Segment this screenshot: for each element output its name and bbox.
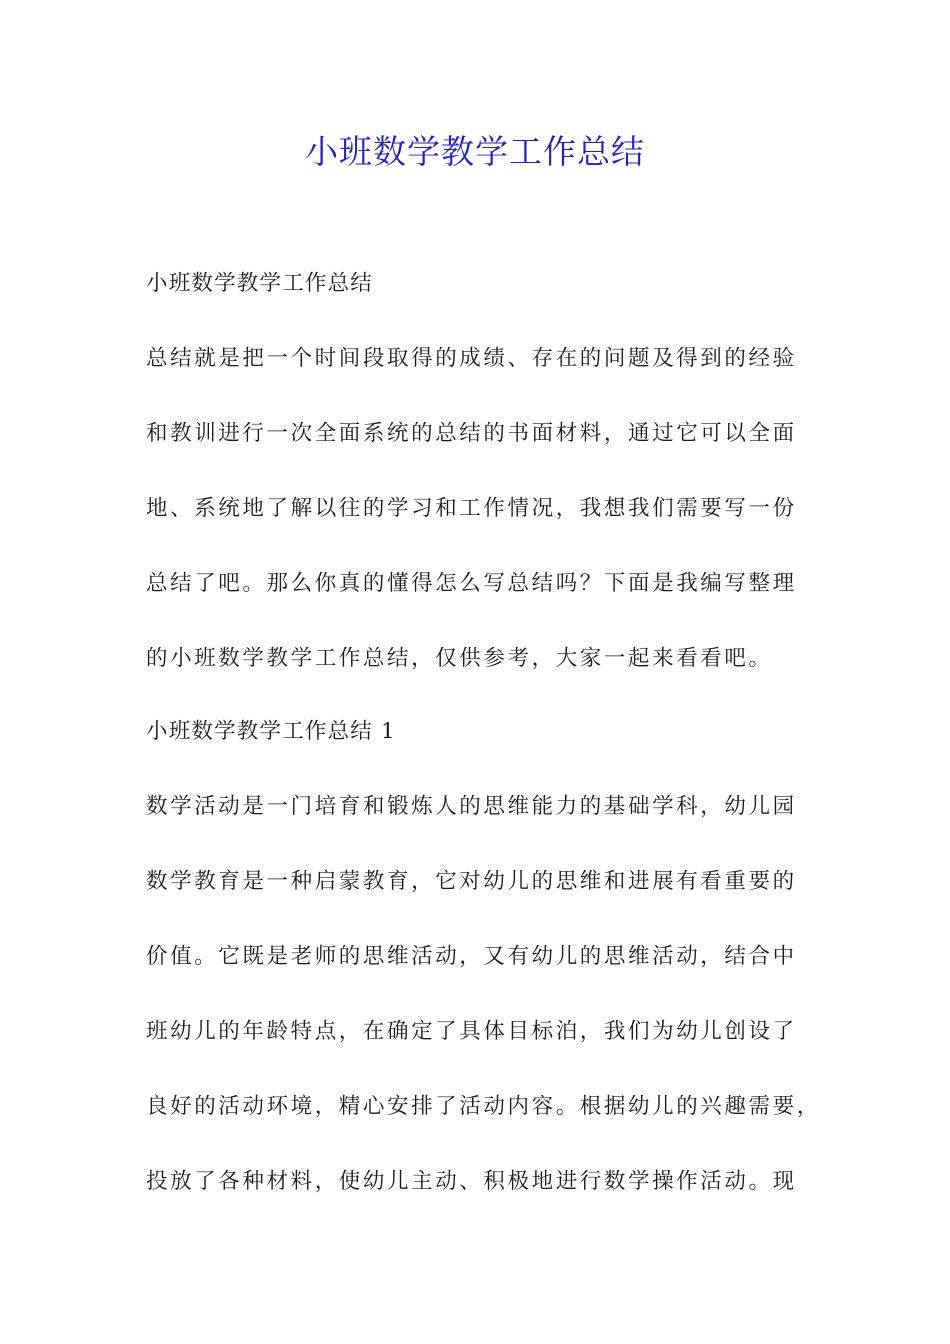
intro-line: 和教训进行一次全面系统的总结的书面材料，通过它可以全面 bbox=[146, 421, 797, 446]
section1-line: 数学活动是一门培育和锻炼人的思维能力的基础学科，幼儿园 bbox=[146, 794, 797, 819]
intro-line: 地、系统地了解以往的学习和工作情况，我想我们需要写一份 bbox=[146, 496, 797, 521]
section1-line: 数学教育是一种启蒙教育，它对幼儿的思维和进展有看重要的 bbox=[146, 869, 797, 894]
section1-heading: 小班数学教学工作总结 1 bbox=[146, 719, 396, 744]
intro-heading: 小班数学教学工作总结 bbox=[146, 271, 374, 296]
intro-line: 总结了吧。那么你真的懂得怎么写总结吗？下面是我编写整理 bbox=[146, 571, 797, 596]
section1-line: 价值。它既是老师的思维活动，又有幼儿的思维活动，结合中 bbox=[146, 944, 797, 969]
intro-line: 总结就是把一个时间段取得的成绩、存在的问题及得到的经验 bbox=[146, 346, 797, 371]
intro-line: 的小班数学教学工作总结，仅供参考，大家一起来看看吧。 bbox=[146, 646, 773, 671]
document-title: 小班数学教学工作总结 bbox=[305, 132, 645, 171]
section1-line: 班幼儿的年龄特点，在确定了具体目标泊，我们为幼儿创设了 bbox=[146, 1019, 797, 1044]
section1-line: 良好的活动环境，精心安排了活动内容。根据幼儿的兴趣需要， bbox=[146, 1094, 821, 1119]
section1-line: 投放了各种材料，使幼儿主动、积极地进行数学操作活动。现 bbox=[146, 1169, 797, 1194]
